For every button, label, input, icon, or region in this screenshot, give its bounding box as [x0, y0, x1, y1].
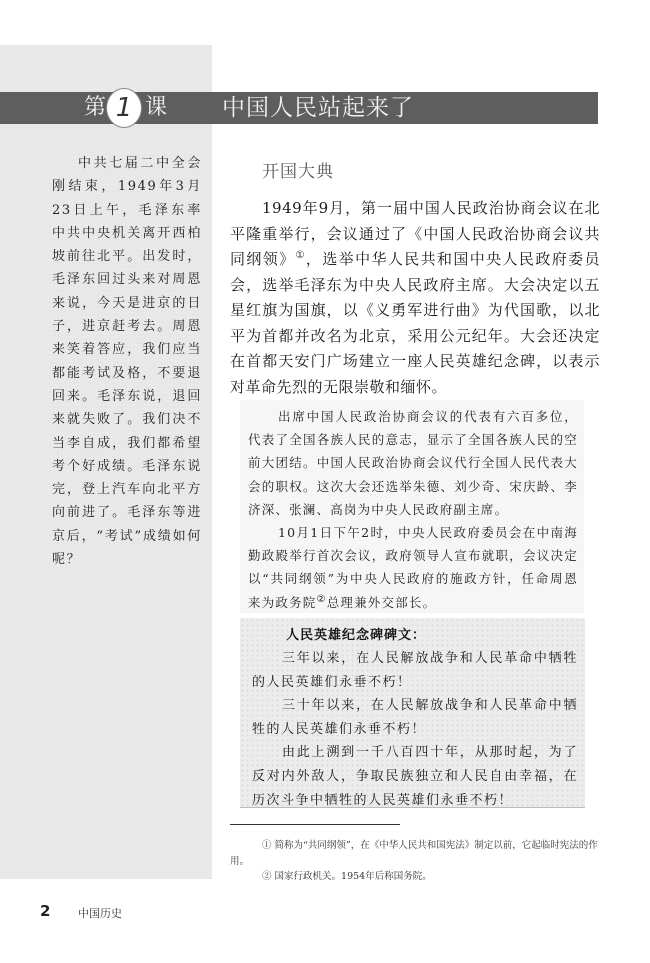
lesson-title: 中国人民站起来了 [222, 95, 414, 121]
inset-paragraph-2 [248, 521, 578, 614]
lesson-number-badge [106, 88, 142, 128]
inset-p2-part2: 总理兼外交部长。 [326, 594, 437, 610]
section-title: 开国大典 [262, 162, 334, 182]
inset-text [248, 405, 578, 614]
inscription-text [252, 647, 578, 812]
footnote-2: ② 国家行政机关。1954年后称国务院。 [262, 871, 432, 882]
inscription-line-2: 三十年以来，在人民解放战争和人民革命中牺牲的人民英雄们永垂不朽！ [252, 698, 578, 737]
footnote-ref-2[interactable]: ② [316, 593, 327, 605]
book-title: 中国历史 [78, 907, 122, 920]
lesson-number: 1 [115, 93, 133, 123]
main-text-part1: 1949年9月，第一届中国人民政治协商会议在北平隆重举行，会议通过了《中国人民政治协商会议共同纲领》 [230, 199, 600, 268]
sidebar-story: 中共七届二中全会刚结束，1949年3月23日上午，毛泽东率中共中央机关离开西柏坡前往北平。出发时，毛泽东回过头来对周恩来说，今天是进京的日子，进京赶考去。周恩来笑着答应，我们应当都能考试及格，不要退回来。毛泽东说，退回来就失败了。我们决不当李自成，我们都希望考个好成绩。毛泽东说完，登上汽车向北平方向前进了。毛泽东等进京后，“考试”成绩如何呢？ [52, 156, 202, 568]
footnote-divider [230, 824, 400, 825]
footnote-1: ① 简称为“共同纲领”，在《中华人民共和国宪法》制定以前，它起临时宪法的作用。 [230, 840, 598, 867]
lesson-prefix: 第 [84, 95, 107, 120]
lesson-suffix: 课 [145, 95, 168, 120]
footnote-ref-1[interactable]: ① [295, 250, 306, 261]
page-number: 2 [40, 902, 51, 920]
footnotes [230, 838, 600, 885]
inscription-line-3: 由此上溯到一千八百四十年，从那时起，为了反对内外敌人，争取民族独立和人民自由幸福，在历次斗争中牺牲的人民英雄们永垂不朽！ [252, 745, 578, 808]
inset-p2-part1: 10月1日下午2时，中央人民政府委员会在中南海勤政殿举行首次会议，政府领导人宣布就职，会议决定以“共同纲领”为中央人民政府的施政方针，任命周恩来为政务院 [248, 525, 578, 610]
inscription-line-1: 三年以来，在人民解放战争和人民革命中牺牲的人民英雄们永垂不朽！ [252, 651, 578, 690]
main-text-part2: ，选举中华人民共和国中央人民政府委员会，选举毛泽东为中央人民政府主席。大会决定以五星红旗为国旗，以《义勇军进行曲》为代国歌，以北平为首都并改名为北京，采用公元纪年。大会还决定在首都天安门广场建立一座人民英雄纪念碑，以表示对革命先烈的无限崇敬和缅怀。 [230, 250, 600, 396]
inscription-title: 人民英雄纪念碑碑文： [286, 628, 427, 643]
inset-paragraph-1: 出席中国人民政治协商会议的代表有六百多位，代表了全国各族人民的意志，显示了全国各族人民的空前大团结。中国人民政治协商会议代行全国人民代表大会的职权。这次大会还选举朱德、刘少奇、宋庆龄、李济深、张澜、高岗为中央人民政府副主席。 [248, 409, 578, 517]
main-paragraph [230, 196, 600, 400]
